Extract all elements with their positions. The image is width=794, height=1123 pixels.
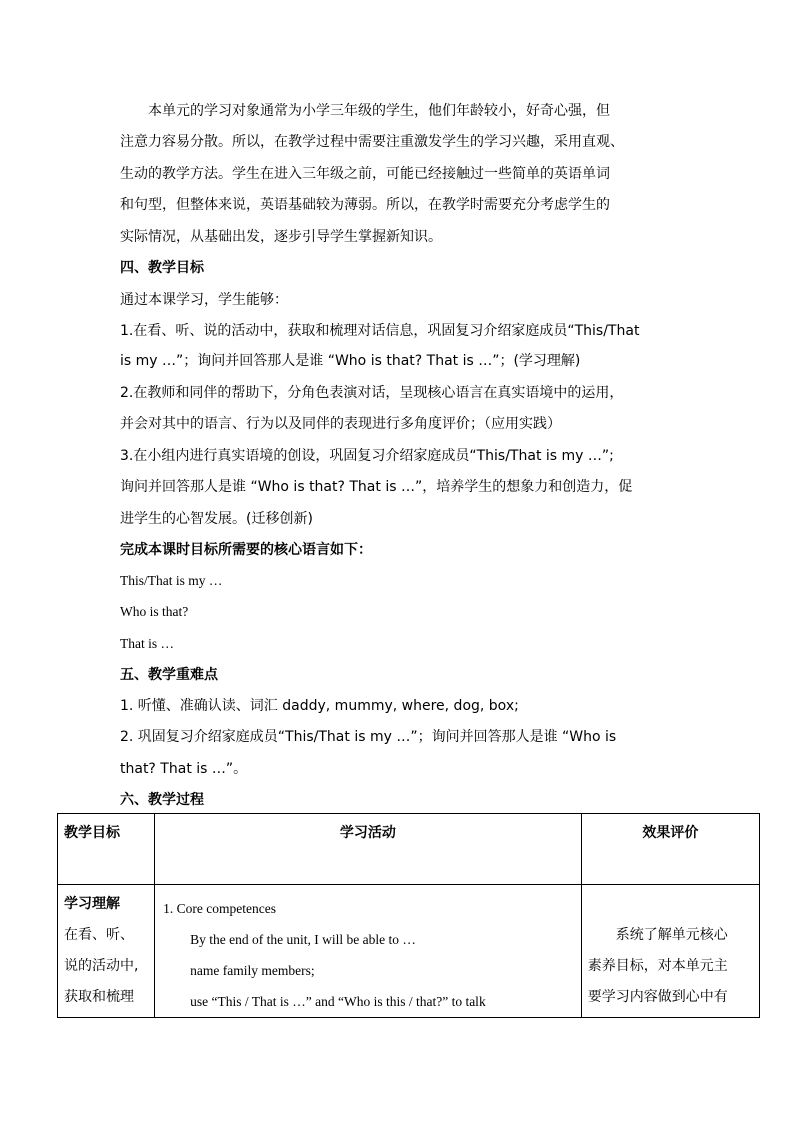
goal-cell-line: 在看、听、 <box>64 927 134 943</box>
core-language-heading: 完成本课时目标所需要的核心语言如下： <box>120 542 372 558</box>
table-row <box>58 885 760 1018</box>
key-point-line-1: 1. 听懂、准确认读、词汇 daddy, mummy, where, dog, box; <box>120 698 519 714</box>
goal-line-7: 进学生的心智发展。(迁移创新) <box>120 511 313 527</box>
intro-line-5: 实际情况，从基础出发，逐步引导学生掌握新知识。 <box>120 229 442 245</box>
activity-line: By the end of the unit, I will be able to … <box>190 932 416 947</box>
table-header-cell <box>581 814 759 885</box>
table-header-cell <box>58 814 155 885</box>
goal-cell-title: 学习理解 <box>64 896 120 912</box>
header-activity: 学习活动 <box>339 825 396 841</box>
intro-line-2: 注意力容易分散。所以，在教学过程中需要注重激发学生的学习兴趣，采用直观、 <box>120 134 624 150</box>
section-heading-process: 六、教学过程 <box>120 792 204 808</box>
goal-line-5: 3.在小组内进行真实语境的创设，巩固复习介绍家庭成员“This/That is my …”; <box>120 448 614 464</box>
activity-line: use “This / That is …” and “Who is this / that?” to talk <box>190 994 486 1009</box>
section-heading-key-points: 五、教学重难点 <box>120 667 218 683</box>
evaluation-line: 系统了解单元核心 <box>615 927 728 943</box>
goal-line-2: is my …”；询问并回答那人是谁 “Who is that? That is …”；(学习理解) <box>120 353 581 369</box>
goal-cell-line: 说的活动中, <box>64 958 139 974</box>
teaching-process-table <box>57 813 760 1018</box>
activity-line: name family members; <box>190 963 315 978</box>
core-language-3: That is … <box>120 636 174 651</box>
intro-line-4: 和句型，但整体来说，英语基础较为薄弱。所以，在教学时需要充分考虑学生的 <box>120 197 610 213</box>
goals-lead: 通过本课学习，学生能够： <box>120 292 288 308</box>
goal-cell-line: 获取和梳理 <box>64 989 134 1005</box>
evaluation-line: 要学习内容做到心中有 <box>587 989 728 1005</box>
goal-line-1: 1.在看、听、说的活动中，获取和梳理对话信息，巩固复习介绍家庭成员“This/That <box>120 323 640 339</box>
evaluation-cell <box>581 885 759 1018</box>
activity-line: 1. Core competences <box>163 901 276 916</box>
evaluation-line: 素养目标，对本单元主 <box>587 958 728 974</box>
goal-line-6: 询问并回答那人是谁 “Who is that? That is …”，培养学生的想象力和创造力，促 <box>120 479 633 495</box>
header-evaluation: 效果评价 <box>642 825 699 841</box>
goal-cell <box>58 885 155 1018</box>
intro-line-1: 本单元的学习对象通常为小学三年级的学生，他们年龄较小，好奇心强，但 <box>148 103 610 119</box>
table-header-cell <box>155 814 582 885</box>
table-header-row <box>58 814 760 885</box>
goal-line-4: 并会对其中的语言、行为以及同伴的表现进行多角度评价；（应用实践） <box>120 416 561 432</box>
activity-cell <box>155 885 582 1018</box>
header-goal: 教学目标 <box>64 825 120 841</box>
section-heading-goals: 四、教学目标 <box>120 260 204 276</box>
core-language-2: Who is that? <box>120 604 189 619</box>
key-point-line-2: 2. 巩固复习介绍家庭成员“This/That is my …”；询问并回答那人是谁 “Who is <box>120 729 617 745</box>
goal-line-3: 2.在教师和同伴的帮助下，分角色表演对话，呈现核心语言在真实语境中的运用， <box>120 385 624 401</box>
intro-line-3: 生动的教学方法。学生在进入三年级之前，可能已经接触过一些简单的英语单词 <box>120 166 610 182</box>
key-point-line-3: that? That is …”。 <box>120 761 248 777</box>
core-language-1: This/That is my … <box>120 573 223 588</box>
